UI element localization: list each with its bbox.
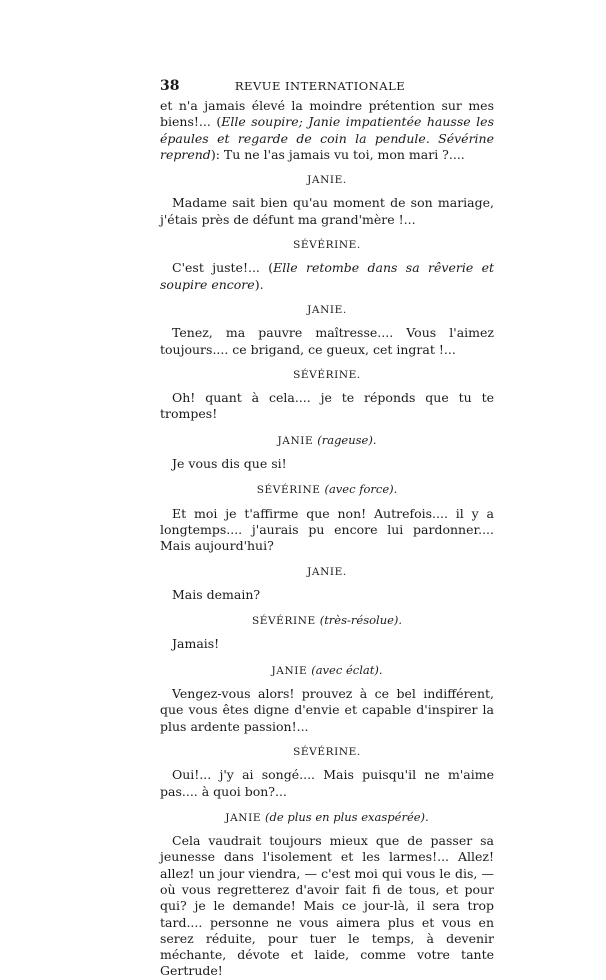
dialogue-paragraph bbox=[160, 636, 494, 652]
speaker-name: SÉVÉRINE bbox=[251, 615, 316, 628]
stage-direction: (rageuse). bbox=[317, 432, 377, 447]
speaker-name: SÉVÉRINE. bbox=[293, 239, 361, 252]
dialogue-text: Je vous dis que si! bbox=[172, 456, 287, 472]
speaker-name: JANIE bbox=[277, 434, 314, 447]
speaker-heading bbox=[160, 662, 494, 679]
dialogue-paragraph bbox=[160, 587, 494, 603]
inline-stage-direction: Elle soupire; Janie impatientée hausse les épaules et regarde de coin la pendule. Sévérine reprend bbox=[160, 114, 494, 162]
dialogue-text: Et moi je t'affirme que non! Autrefois.... il y a longtemps.... j'aurais pu encore lui pardonner.... Mais aujourd'hui? bbox=[160, 505, 494, 554]
speaker-name: JANIE bbox=[225, 811, 262, 824]
speaker-name: JANIE. bbox=[307, 303, 347, 316]
dialogue-paragraph bbox=[160, 506, 494, 555]
speaker-name: JANIE. bbox=[307, 174, 347, 187]
dialogue-text: C'est juste!... ( bbox=[172, 260, 274, 276]
speaker-name: JANIE. bbox=[307, 565, 347, 578]
speaker-heading bbox=[160, 302, 494, 318]
dialogue-text: et n'a jamais élevé la moindre prétention sur mes biens!... ( bbox=[160, 98, 494, 130]
speaker-name: JANIE bbox=[271, 664, 308, 677]
dialogue-text: Oh! quant à cela.... je te réponds que tu te trompes! bbox=[160, 390, 494, 422]
speaker-heading bbox=[160, 744, 494, 760]
running-title: REVUE INTERNATIONALE bbox=[234, 79, 406, 93]
dialogue-paragraph bbox=[160, 390, 494, 423]
dialogue-text: Jamais! bbox=[172, 636, 220, 652]
speaker-heading bbox=[160, 564, 494, 580]
speaker-name: SÉVÉRINE. bbox=[293, 745, 361, 758]
stage-direction: (très-résolue). bbox=[319, 613, 403, 628]
speaker-heading bbox=[160, 367, 494, 383]
page-header bbox=[160, 78, 480, 96]
speaker-heading bbox=[160, 481, 494, 498]
dialogue-paragraph bbox=[160, 195, 494, 228]
stage-direction: (de plus en plus exaspérée). bbox=[265, 809, 429, 824]
speaker-heading bbox=[160, 172, 494, 188]
dialogue-text: ). bbox=[254, 276, 264, 292]
dialogue-paragraph bbox=[160, 456, 494, 472]
dialogue-text: Tenez, ma pauvre maîtresse.... Vous l'aimez toujours.... ce brigand, ce gueux, cet ingrat !... bbox=[160, 325, 494, 357]
dialogue-paragraph bbox=[160, 833, 494, 980]
dialogue-text: ): Tu ne l'as jamais vu toi, mon mari ?.... bbox=[210, 146, 465, 162]
dialogue-paragraph bbox=[160, 98, 494, 163]
dialogue-text: Oui!... j'y ai songé.... Mais puisqu'il ne m'aime pas.... à quoi bon?... bbox=[160, 767, 494, 799]
speaker-heading bbox=[160, 612, 494, 629]
speaker-heading bbox=[160, 432, 494, 449]
stage-direction: (avec force). bbox=[324, 482, 398, 497]
play-text bbox=[160, 98, 494, 980]
dialogue-paragraph bbox=[160, 325, 494, 358]
dialogue-text: Cela vaudrait toujours mieux que de passer sa jeunesse dans l'isolement et les larmes!... Allez! allez! un jour viendra, — c'est moi qui vous le dis, — où vous regretterez d'avoir fait fi de tous, et pour qui? je le demande! Mais ce jour-là, il sera trop tard.... personne ne vous aimera plus et vous en serez réduite, pour tuer le temps, à devenir méchante, dévote et laide, comme votre tante Gertrude! bbox=[160, 833, 494, 979]
dialogue-paragraph bbox=[160, 767, 494, 800]
speaker-heading bbox=[160, 809, 494, 826]
page-number: 38 bbox=[160, 78, 180, 94]
inline-stage-direction: Elle retombe dans sa rêverie et soupire encore bbox=[160, 260, 494, 292]
stage-direction: (avec éclat). bbox=[311, 662, 383, 677]
dialogue-paragraph bbox=[160, 260, 494, 293]
dialogue-text: Vengez-vous alors! prouvez à ce bel indifférent, que vous êtes digne d'envie et capable d'inspirer la plus ardente passion!... bbox=[160, 686, 494, 734]
speaker-name: SÉVÉRINE. bbox=[293, 368, 361, 381]
speaker-heading bbox=[160, 237, 494, 253]
dialogue-text: Madame sait bien qu'au moment de son mariage, j'étais près de défunt ma grand'mère !... bbox=[160, 195, 494, 227]
speaker-name: SÉVÉRINE bbox=[256, 484, 321, 497]
dialogue-paragraph bbox=[160, 686, 494, 735]
dialogue-text: Mais demain? bbox=[172, 586, 261, 602]
